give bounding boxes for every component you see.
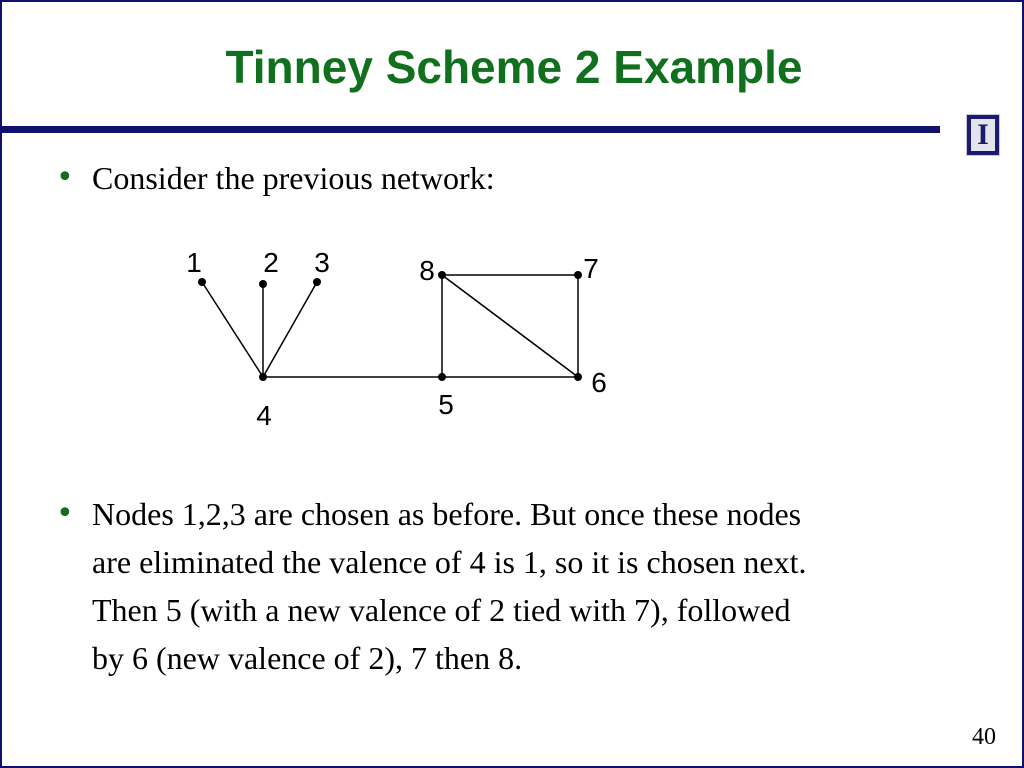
graph-node-label-1: 1	[186, 247, 202, 278]
bullet-text	[92, 490, 806, 682]
bullet-dot-icon: •	[56, 496, 74, 531]
bullet-item	[56, 490, 986, 690]
graph-node-label-7: 7	[583, 253, 599, 284]
graph-node-7	[574, 271, 582, 279]
graph-node-label-4: 4	[256, 400, 272, 431]
graph-node-label-6: 6	[591, 367, 607, 398]
slide-title: Tinney Scheme 2 Example	[225, 41, 803, 93]
graph-node-1	[198, 278, 206, 286]
graph-edge-3-4	[263, 282, 317, 377]
graph-node-label-8: 8	[419, 255, 435, 286]
graph-node-label-2: 2	[263, 247, 279, 278]
graph-edge-8-6	[442, 275, 578, 377]
graph-node-4	[259, 373, 267, 381]
bullet-line: by 6 (new valence of 2), 7 then 8.	[92, 640, 523, 676]
logo-letter: I	[971, 119, 995, 151]
graph-node-8	[438, 271, 446, 279]
bullet-line: Nodes 1,2,3 are chosen as before. But once these nodes	[92, 496, 802, 532]
bullet-line: Then 5 (with a new valence of 2 tied with 7), followed	[92, 592, 791, 628]
graph-node-label-5: 5	[438, 389, 454, 420]
graph-node-3	[313, 278, 321, 286]
bullet-line: Consider the previous network:	[92, 160, 495, 196]
graph-node-label-3: 3	[314, 247, 330, 278]
graph-node-5	[438, 373, 446, 381]
page-number: 40	[972, 724, 996, 750]
graph-edge-1-4	[202, 282, 263, 377]
bullet-dot-icon: •	[56, 160, 74, 195]
bullet-line: are eliminated the valence of 4 is 1, so it is chosen next.	[92, 544, 807, 580]
graph-node-6	[574, 373, 582, 381]
graph-node-2	[259, 280, 267, 288]
